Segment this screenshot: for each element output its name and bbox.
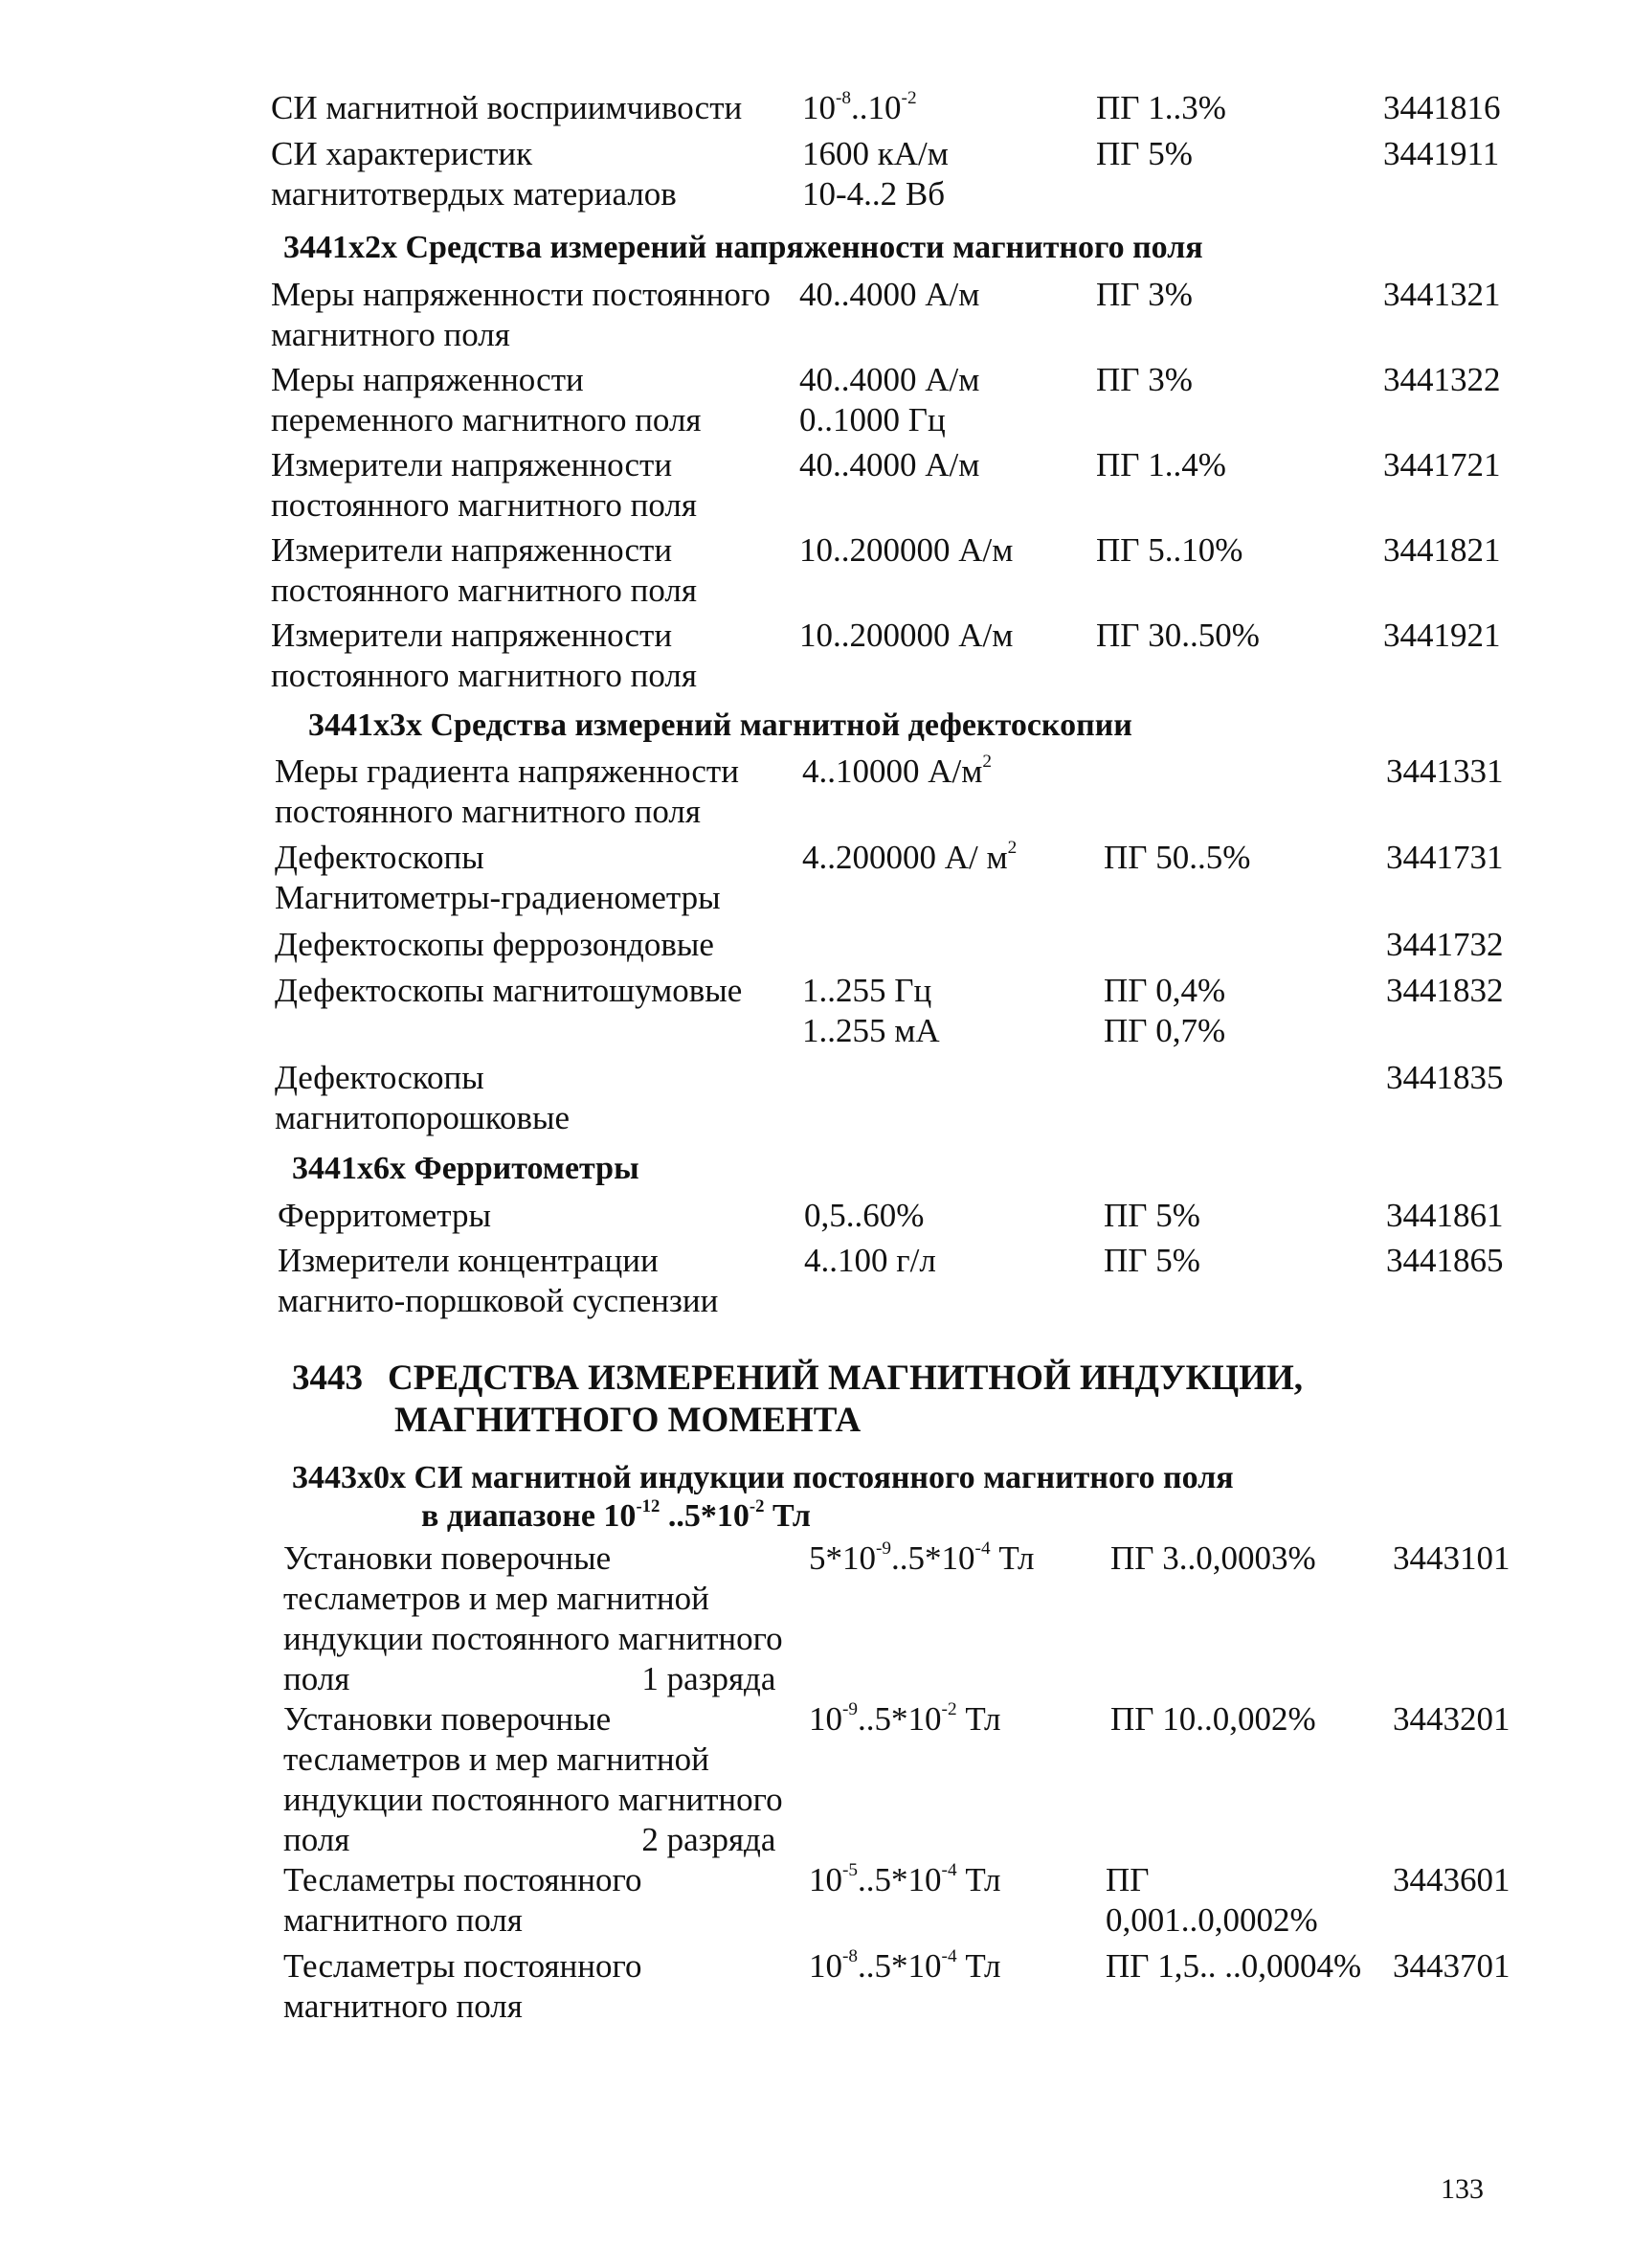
item-name: Меры напряженности постоянного магнитного поля <box>271 276 771 353</box>
item-accuracy: ПГ 3..0,0003% <box>1110 1539 1316 1577</box>
section-title-line1: СРЕДСТВА ИЗМЕРЕНИЙ МАГНИТНОЙ ИНДУКЦИИ, <box>388 1359 1304 1398</box>
item-code: 3441921 <box>1383 617 1501 654</box>
item-code: 3441865 <box>1386 1242 1504 1279</box>
item-range: $10^{-8}..5*10^{-4}$ Тл <box>809 1946 1001 1985</box>
item-code: 3441732 <box>1386 926 1504 963</box>
item-name: СИ магнитной восприимчивости <box>271 89 743 126</box>
item-accuracy: ПГ 1..4% <box>1096 446 1226 483</box>
item-accuracy: ПГ 3% <box>1096 276 1193 313</box>
item-name: Меры напряженности переменного магнитного поля <box>271 361 702 438</box>
item-accuracy: ПГ 50..5% <box>1104 839 1251 876</box>
item-accuracy: ПГ 0,001..0,0002% <box>1106 1861 1318 1939</box>
item-name: Дефектоскопы магнитошумовые <box>275 972 743 1009</box>
item-accuracy: ПГ 5..10% <box>1096 531 1243 569</box>
item-name: Тесламетры постоянного магнитного поля <box>283 1947 642 2025</box>
section-title-line2: МАГНИТНОГО МОМЕНТА <box>394 1401 862 1440</box>
group-heading-3441x6x: 3441x6x Ферритометры <box>292 1151 639 1186</box>
item-range: 40..4000 А/м <box>799 276 980 313</box>
item-code: 3441721 <box>1383 446 1501 483</box>
item-accuracy: ПГ 0,4% ПГ 0,7% <box>1104 972 1226 1049</box>
item-code: 3441832 <box>1386 972 1504 1009</box>
item-name: Ферритометры <box>278 1197 492 1234</box>
item-range: $5*10^{-9}..5*10^{-4}$ Тл <box>809 1538 1035 1577</box>
item-accuracy: ПГ 10..0,002% <box>1110 1700 1316 1738</box>
group-heading-3443x0x-range: в диапазоне $10^{-12}$ $..5*10^{-2}$ Тл <box>421 1495 811 1534</box>
item-name: Измерители напряженности постоянного магнитного поля <box>271 617 697 694</box>
item-name: Дефектоскопы магнитопорошковые <box>275 1059 571 1136</box>
item-name: Дефектоскопы феррозондовые <box>275 926 714 963</box>
item-code: 3443201 <box>1393 1700 1511 1738</box>
item-range: $10^{-8}..10^{-2}$ <box>802 88 917 126</box>
item-range: 1600 кА/м 10-4..2 Вб <box>802 135 949 213</box>
item-code: 3441731 <box>1386 839 1504 876</box>
item-range: 1..255 Гц 1..255 мА <box>802 972 940 1049</box>
group-heading-3441x3x: 3441x3x Средства измерений магнитной дефектоскопии <box>308 707 1132 743</box>
item-name: Меры градиента напряженности постоянного магнитного поля <box>275 752 739 830</box>
item-accuracy: ПГ 5% <box>1104 1197 1200 1234</box>
item-code: 3441321 <box>1383 276 1501 313</box>
item-name: Установки поверочные тесламетров и мер магнитной индукции постоянного магнитного поля 2 разряда <box>283 1700 783 1858</box>
item-code: 3441821 <box>1383 531 1501 569</box>
item-accuracy: ПГ 30..50% <box>1096 617 1260 654</box>
group-heading-3441x2x: 3441x2x Средства измерений напряженности магнитного поля <box>283 230 1203 265</box>
item-range: 0,5..60% <box>804 1197 925 1234</box>
item-range: 40..4000 А/м <box>799 446 980 483</box>
item-name: Измерители напряженности постоянного магнитного поля <box>271 531 697 609</box>
item-range: 40..4000 А/м 0..1000 Гц <box>799 361 980 438</box>
group-heading-3443x0x: 3443x0x СИ магнитной индукции постоянного магнитного поля <box>292 1460 1234 1495</box>
item-code: 3441911 <box>1383 135 1500 172</box>
item-name: Измерители напряженности постоянного магнитного поля <box>271 446 697 524</box>
item-range: $10^{-5}..5*10^{-4}$ Тл <box>809 1860 1001 1898</box>
item-accuracy: ПГ 5% <box>1104 1242 1200 1279</box>
item-code: 3441331 <box>1386 752 1504 790</box>
item-code: 3443101 <box>1393 1539 1511 1577</box>
item-accuracy: ПГ 3% <box>1096 361 1193 398</box>
item-name: СИ характеристик магнитотвердых материалов <box>271 135 677 213</box>
item-code: 3441835 <box>1386 1059 1504 1096</box>
item-name: Измерители концентрации магнито-поршковой суспензии <box>278 1242 719 1319</box>
item-code: 3441861 <box>1386 1197 1504 1234</box>
item-range: 4..100 г/л <box>804 1242 936 1279</box>
item-accuracy: ПГ 1..3% <box>1096 89 1226 126</box>
item-name: Дефектоскопы Магнитометры-градиенометры <box>275 839 721 916</box>
item-range: 4..200000 А/ $м^2$ <box>802 838 1018 876</box>
item-name: Установки поверочные тесламетров и мер магнитной индукции постоянного магнитного поля 1 разряда <box>283 1539 783 1697</box>
item-range: 10..200000 А/м <box>799 531 1014 569</box>
item-code: 3443701 <box>1393 1947 1511 1985</box>
section-number: 3443 <box>292 1359 363 1398</box>
item-range: 4..10000 $А/м^2$ <box>802 752 993 790</box>
item-code: 3441322 <box>1383 361 1501 398</box>
item-range: $10^{-9}..5*10^{-2}$ Тл <box>809 1699 1001 1738</box>
item-accuracy: ПГ 1,5.. ..0,0004% <box>1106 1947 1362 1985</box>
item-range: 10..200000 А/м <box>799 617 1014 654</box>
item-code: 3441816 <box>1383 89 1501 126</box>
item-code: 3443601 <box>1393 1861 1511 1898</box>
item-accuracy: ПГ 5% <box>1096 135 1193 172</box>
item-name: Тесламетры постоянного магнитного поля <box>283 1861 642 1939</box>
page-number: 133 <box>1441 2173 1484 2205</box>
